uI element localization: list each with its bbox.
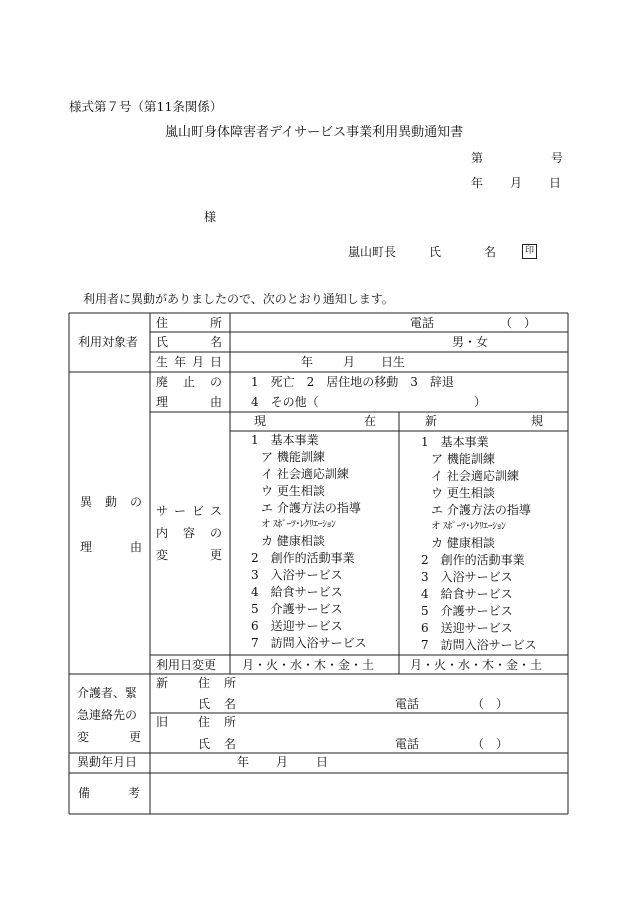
birth-year: 年 <box>301 355 314 369</box>
doc-number-suffix: 号 <box>551 151 564 165</box>
emergency-new-address-label: 住 所 <box>198 676 236 690</box>
current-service-item[interactable]: ア 機能訓練 <box>261 450 325 464</box>
new-column-header: 新 規 <box>425 414 543 428</box>
change-date-month: 月 <box>276 755 289 769</box>
change-reason-label-bottom: 理 由 <box>80 540 142 554</box>
new-service-item[interactable]: エ 介護方法の指導 <box>431 503 531 517</box>
abolish-options-line1[interactable]: 1 死亡 2 居住地の移動 3 辞退 <box>251 375 454 389</box>
emergency-old-phone-label: 電話 <box>395 737 420 751</box>
change-date-day: 日 <box>316 755 329 769</box>
abolish-label-line2: 理 由 <box>156 395 222 409</box>
emergency-old-phone-parens: （ ） <box>472 737 509 751</box>
current-service-item[interactable]: 2 創作的活動事業 <box>251 551 355 565</box>
addressee-suffix: 様 <box>204 210 217 224</box>
emergency-label-line3: 変 更 <box>77 730 141 744</box>
current-service-item[interactable]: カ 健康相談 <box>261 534 325 548</box>
emergency-new-label: 新 <box>156 676 169 690</box>
date-year: 年 <box>471 176 484 190</box>
emergency-new-phone-label: 電話 <box>395 697 420 711</box>
service-label-line3: 変 更 <box>156 548 222 562</box>
target-person-label: 利用対象者 <box>78 335 139 349</box>
abolish-label-line1: 廃 止 の <box>156 375 222 389</box>
new-service-item[interactable]: 6 送迎サービス <box>421 621 513 635</box>
new-service-item[interactable]: ウ 更生相談 <box>431 486 495 500</box>
current-service-item[interactable]: エ 介護方法の指導 <box>261 501 361 515</box>
change-date-label: 異動年月日 <box>77 755 138 769</box>
current-service-item[interactable]: オ ｽﾎﾟｰﾂ･ﾚｸﾘｴｰｼｮﾝ <box>261 519 336 530</box>
service-label-line2: 内 容 の <box>156 526 222 540</box>
emergency-old-label: 旧 <box>156 715 169 729</box>
issuer-name-char-2: 名 <box>484 245 497 259</box>
date-day: 日 <box>549 176 562 190</box>
seal-mark: 印 <box>522 244 537 259</box>
current-column-header: 現 在 <box>254 414 376 428</box>
current-service-item[interactable]: 7 訪問入浴サービス <box>251 636 367 650</box>
emergency-label-line2: 急連絡先の <box>77 708 138 722</box>
emergency-new-name-label: 氏 名 <box>198 697 236 711</box>
date-month: 月 <box>510 176 523 190</box>
emergency-label-line1: 介護者、緊 <box>77 686 138 700</box>
issuer-title: 嵐山町長 <box>348 245 397 259</box>
emergency-old-address-field[interactable] <box>245 715 565 731</box>
issuer-name-char-1: 氏 <box>429 245 442 259</box>
new-service-item[interactable]: 7 訪問入浴サービス <box>421 638 537 652</box>
remarks-label: 備 考 <box>78 786 140 800</box>
new-service-item[interactable]: イ 社会適応訓練 <box>431 469 519 483</box>
emergency-old-address-label: 住 所 <box>198 715 236 729</box>
current-service-item[interactable]: 5 介護サービス <box>251 602 343 616</box>
new-service-item[interactable]: カ 健康相談 <box>431 536 495 550</box>
new-service-item[interactable]: ア 機能訓練 <box>431 452 495 466</box>
new-service-item[interactable]: 4 給食サービス <box>421 587 513 601</box>
form-number: 様式第７号（第11条関係） <box>69 99 223 114</box>
current-service-item[interactable]: 1 基本事業 <box>251 433 319 447</box>
current-service-item[interactable]: 3 入浴サービス <box>251 568 343 582</box>
current-usage-days[interactable]: 月・火・水・木・金・土 <box>242 658 375 672</box>
birthdate-label: 生 年 月 日 <box>156 355 222 369</box>
target-phone: 電話 （ ） <box>410 316 537 330</box>
current-service-item[interactable]: ウ 更生相談 <box>261 484 325 498</box>
birth-day: 日生 <box>381 355 406 369</box>
remarks-field[interactable] <box>151 774 567 813</box>
name-label: 氏 名 <box>156 335 222 349</box>
new-service-item[interactable]: 3 入浴サービス <box>421 570 513 584</box>
address-label: 住 所 <box>156 316 222 330</box>
birth-month: 月 <box>343 355 356 369</box>
usage-day-change-label: 利用日変更 <box>156 658 217 672</box>
current-service-item[interactable]: 6 送迎サービス <box>251 619 343 633</box>
emergency-new-address-field[interactable] <box>245 676 565 692</box>
change-reason-label-top: 異 動 の <box>80 495 142 509</box>
new-service-item[interactable]: 5 介護サービス <box>421 604 513 618</box>
new-service-item[interactable]: 2 創作的活動事業 <box>421 553 525 567</box>
change-date-year: 年 <box>237 755 250 769</box>
emergency-new-phone-parens: （ ） <box>472 697 509 711</box>
new-service-item[interactable]: 1 基本事業 <box>421 435 489 449</box>
intro-text: 利用者に異動がありましたので、次のとおり通知します。 <box>83 292 394 306</box>
service-label-line1: サ ー ビ ス <box>156 504 222 518</box>
emergency-old-name-label: 氏 名 <box>198 737 236 751</box>
target-name-field[interactable] <box>231 333 431 351</box>
new-service-item[interactable]: オ ｽﾎﾟｰﾂ･ﾚｸﾘｴｰｼｮﾝ <box>431 521 506 532</box>
current-service-item[interactable]: 4 給食サービス <box>251 585 343 599</box>
document-title: 嵐山町身体障害者デイサービス事業利用異動通知書 <box>165 125 464 140</box>
abolish-options-line2[interactable]: 4 その他（ ） <box>251 395 487 409</box>
doc-number-prefix: 第 <box>471 151 484 165</box>
new-usage-days[interactable]: 月・火・水・木・金・土 <box>410 658 543 672</box>
gender-options[interactable]: 男・女 <box>452 335 489 349</box>
current-service-item[interactable]: イ 社会適応訓練 <box>261 467 349 481</box>
